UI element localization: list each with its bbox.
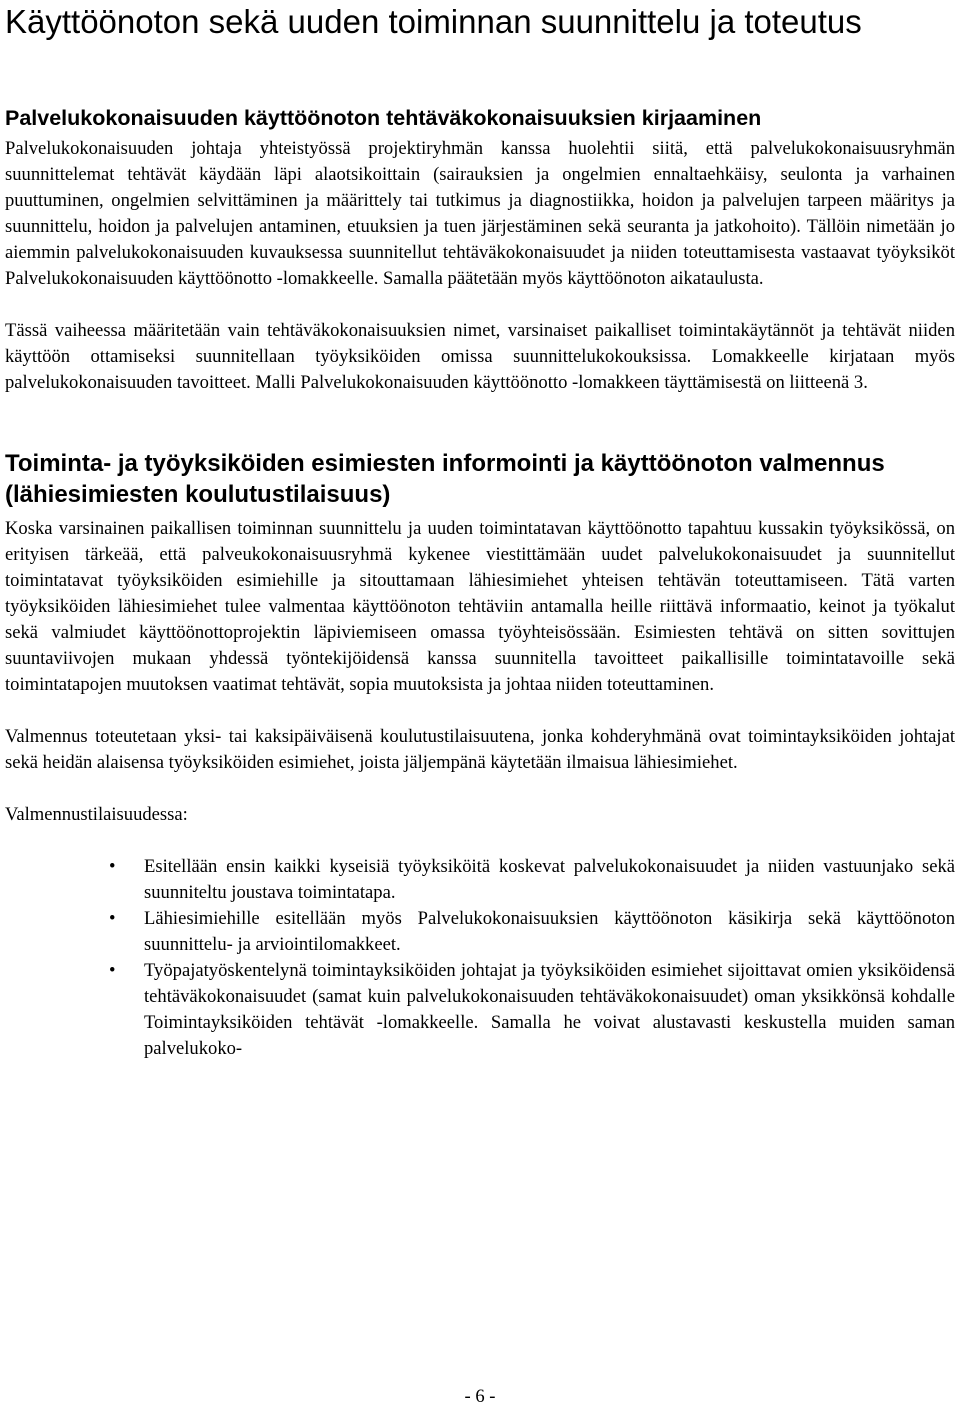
section-heading-informointi: Toiminta- ja työyksiköiden esimiesten informointi ja käyttöönoton valmennus (lähiesimiesten koulutustilaisuus) — [5, 450, 885, 508]
page-title: Käyttöönoton sekä uuden toiminnan suunnittelu ja toteutus — [5, 3, 862, 40]
list-item-text: Esitellään ensin kaikki kyseisiä työyksiköitä koskevat palvelukokonaisuudet ja niiden vastuunjako sekä suunniteltu joustava toimintatapa. — [144, 856, 955, 903]
paragraph: Valmennustilaisuudessa: — [5, 804, 188, 825]
bullet-icon: • — [109, 908, 116, 929]
list-item-text: Lähiesimiehille esitellään myös Palvelukokonaisuuksien käyttöönoton käsikirja sekä käyttöönoton suunnittelu- ja arviointilomakkeet. — [144, 908, 955, 955]
document-page — [5, 0, 955, 1062]
paragraph: Palvelukokonaisuuden johtaja yhteistyössä projektiryhmän kanssa huolehtii siitä, että palvelukokonaisuusryhmän suunnittelemat tehtävät käydään läpi alaotsikoittain (sairauksien ja ongelmien ennaltaehkäisy, seulonta ja varhainen puuttuminen, ongelmien selvittäminen ja määrittely tai tutkimus ja diagnostiikka, hoidon ja palvelujen tarpeen määritys ja suunnittelu, hoidon ja palvelujen antaminen, etuuksien ja tuen järjestäminen sekä seuranta ja jatkohoito). Tällöin nimetään jo aiemmin palvelukokonaisuuden kuvauksessa suunnitellut tehtäväkokonaisuudet ja niiden toteuttamisesta vastaavat työyksiköt Palvelukokonaisuuden käyttöönotto -lomakkeelle. Samalla päätetään myös käyttöönoton aikataulusta. — [5, 138, 955, 289]
page-number: - 6 - — [464, 1386, 496, 1407]
list-item-text: Työpajatyöskentelynä toimintayksiköiden johtajat ja työyksiköiden esimiehet sijoittavat omien yksiköidensä tehtäväkokonaisuudet (samat kuin palvelukokonaisuuden tehtäväkokonaisuudet) oman yksikkönsä kohdalle Toimintayksiköiden tehtävät -lomakkeelle. Samalla he voivat alustavasti keskustella muiden saman palvelukoko- — [144, 960, 955, 1059]
list-item — [5, 854, 955, 906]
bullet-icon: • — [109, 856, 116, 877]
list-item — [5, 906, 955, 958]
bullet-list — [5, 854, 955, 1062]
bullet-icon: • — [109, 960, 116, 981]
paragraph: Koska varsinainen paikallisen toiminnan suunnittelu ja uuden toimintatavan käyttöönotto tapahtuu kussakin työyksikössä, on erityisen tärkeää, että palveukokonaisuusryhmä kykenee viestittämään uudet palvelukokonaisuudet ja suunnitellut toimintatavat työyksiköiden esimiehille ja sitouttamaan lähiesimiehet yhteisen tehtävän toteuttamiseen. Tätä varten työyksiköiden lähiesimiehet tulee valmentaa käyttöönoton tehtäviin antamalla heille riittävä informaatio, keinot ja työkalut sekä valmiudet käyttöönottoprojektin läpiviemiseen omassa työyhteisössään. Esimiesten tehtävä on sitten sovittujen suuntaviivojen mukaan yhdessä työntekijöidensä kanssa suunnitella tavoitteet paikallisille toimintatavoille sekä toimintatapojen muutoksen vaatimat tehtävät, sopia muutoksista ja johtaa niiden toteuttaminen. — [5, 518, 955, 695]
list-item — [5, 958, 955, 1062]
section-heading-kirjaaminen: Palvelukokonaisuuden käyttöönoton tehtäväkokonaisuuksien kirjaaminen — [5, 106, 762, 130]
paragraph: Tässä vaiheessa määritetään vain tehtäväkokonaisuuksien nimet, varsinaiset paikalliset toimintakäytännöt ja tehtävät niiden käyttöön ottamiseksi suunnitellaan työyksiköiden omissa suunnittelukokouksissa. Lomakkeelle kirjataan myös palvelukokonaisuuden tavoitteet. Malli Palvelukokonaisuuden käyttöönotto -lomakkeen täyttämisestä on liitteenä 3. — [5, 320, 955, 393]
paragraph: Valmennus toteutetaan yksi- tai kaksipäiväisenä koulutustilaisuutena, jonka kohderyhmänä ovat toimintayksiköiden johtajat sekä heidän alaisensa työyksiköiden esimiehet, joista jäljempänä käytetään ilmaisua lähiesimiehet. — [5, 726, 955, 773]
